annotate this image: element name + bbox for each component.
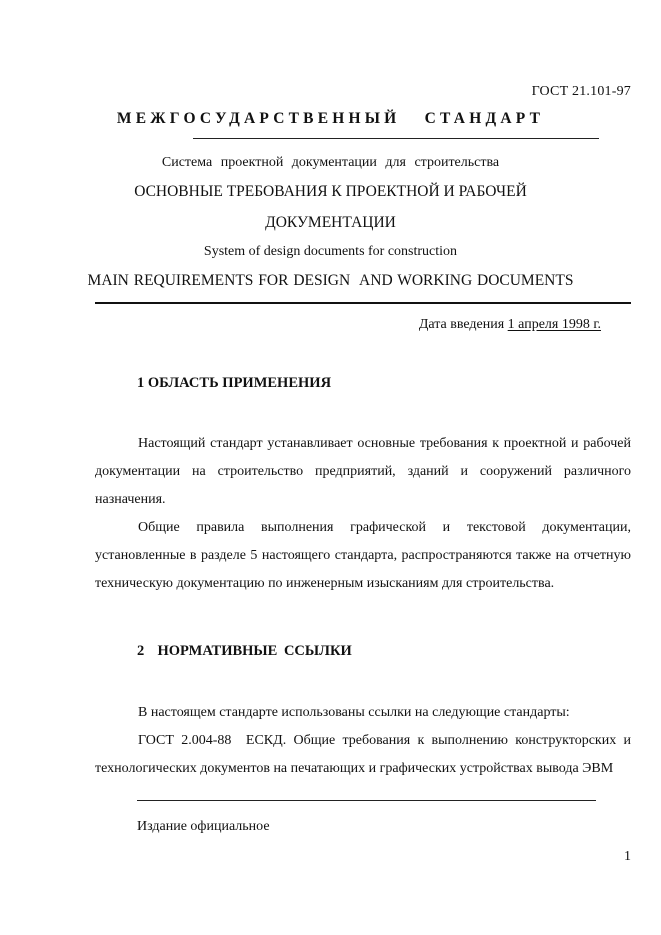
section-1-paragraph-2: Общие правила выполнения графической и текстовой документации, установленные в разделе 5 настоящего стандарта, распространяются также на отчетную техническую документацию по инженерным изысканиям для строительства. <box>95 520 631 591</box>
standard-type-title: МЕЖГОСУДАРСТВЕННЫЙ СТАНДАРТ <box>116 110 545 127</box>
header-divider <box>95 302 631 304</box>
page-number: 1 <box>624 849 631 864</box>
intro-date-label: Дата введения <box>418 317 505 332</box>
system-title-en: System of design documents for construction <box>203 244 458 259</box>
edition-note: Издание официальное <box>137 819 270 834</box>
intro-date-value: 1 апреля 1998 г. <box>507 317 601 332</box>
main-title-ru-line1: ОСНОВНЫЕ ТРЕБОВАНИЯ К ПРОЕКТНОЙ И РАБОЧЕЙ <box>134 183 527 200</box>
section-2-paragraph-2: ГОСТ 2.004-88 ЕСКД. Общие требования к выполнению конструкторских и технологических документов на печатающих и графических устройствах вывода ЭВМ <box>95 733 635 776</box>
section-2-heading: 2 НОРМАТИВНЫЕ ССЫЛКИ <box>137 643 352 659</box>
section-2-paragraph-1: В настоящем стандарте использованы ссылки на следующие стандарты: <box>138 705 570 720</box>
title-underline <box>193 138 599 139</box>
system-title-ru: Система проектной документации для строительства <box>161 155 500 170</box>
main-title-ru-line2: ДОКУМЕНТАЦИИ <box>265 214 396 231</box>
section-1-paragraph-1: Настоящий стандарт устанавливает основные требования к проектной и рабочей документации на строительство предприятий, зданий и сооружений различного назначения. <box>95 436 631 507</box>
gost-code: ГОСТ 21.101-97 <box>531 84 631 99</box>
main-title-en: MAIN REQUIREMENTS FOR DESIGN AND WORKING DOCUMENTS <box>87 272 574 289</box>
section-2-body <box>95 699 635 783</box>
section-1-body <box>95 430 631 598</box>
intro-date <box>419 317 601 333</box>
section-1-heading: 1 ОБЛАСТЬ ПРИМЕНЕНИЯ <box>137 375 332 391</box>
footer-divider <box>137 800 596 801</box>
